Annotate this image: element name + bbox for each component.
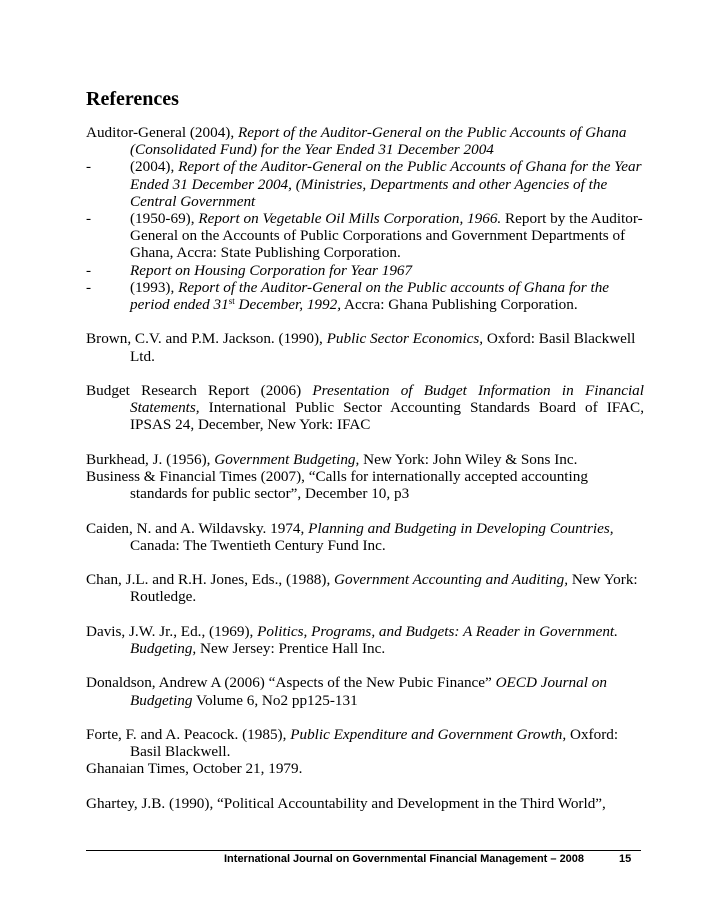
ref-title: Report on Housing Corporation for Year 1967 [130, 261, 413, 279]
ref-title-cont: December, 1992, [234, 296, 342, 314]
ref-business-financial-times: Business & Financial Times (2007), “Calls for internationally accepted accounting standards for public sector”, December 10, p3 [86, 468, 588, 503]
ref-title: Politics, Programs, and Budgets: A Reader in Government. Budgeting, [130, 622, 618, 657]
ref-lead: Budget Research Report (2006) [86, 382, 313, 400]
ref-lead: Brown, C.V. and P.M. Jackson. (1990), [86, 330, 327, 348]
ref-title: Government Accounting and Auditing, [334, 571, 569, 589]
ref-tail: New York: John Wiley & Sons Inc. [359, 450, 578, 468]
ref-title: Government Budgeting, [214, 450, 360, 468]
ref-title: OECD Journal on Budgeting [130, 674, 607, 709]
ref-tail: New York: Routledge. [130, 571, 638, 606]
ref-brown [86, 330, 644, 364]
ref-auditor-sub-2004 [86, 158, 644, 210]
ref-dash: - [86, 158, 92, 176]
ref-lead: (2004), [130, 158, 179, 176]
ref-ghanaian-times: Ghanaian Times, October 21, 1979. [86, 760, 303, 778]
ref-lead: Davis, J.W. Jr., Ed., (1969), [86, 622, 258, 640]
ref-tail: Oxford: Basil Blackwell Ltd. [130, 330, 636, 365]
ref-caiden [86, 520, 644, 554]
ref-budget-research [86, 382, 644, 434]
ref-auditor-sub-1967 [86, 262, 644, 279]
ref-dash: - [86, 261, 92, 279]
ref-burkhead [86, 451, 644, 468]
ref-title: Report of the Auditor-General on the Public Accounts of Ghana (Consolidated Fund) for the Year Ended 31 December 2004 [130, 124, 627, 159]
ref-lead: Auditor-General (2004), [86, 124, 238, 141]
ref-dash: - [86, 210, 92, 228]
ref-tail: Accra: Ghana Publishing Corporation. [341, 296, 578, 314]
ref-title: Report of the Auditor-General on the Public accounts of Ghana for the period ended 31 [130, 278, 610, 314]
ref-dash: - [86, 278, 92, 296]
ref-auditor-sub-1993 [86, 279, 644, 313]
ref-tail: New Jersey: Prentice Hall Inc. [196, 640, 386, 657]
ref-superscript: st [228, 296, 235, 307]
ref-tail: Oxford: Basil Blackwell. [130, 725, 619, 761]
ref-title: Report on Vegetable Oil Mills Corporation, 1966. [198, 210, 502, 228]
ref-title: Public Expenditure and Government Growth, [290, 725, 567, 743]
ref-donaldson [86, 674, 644, 708]
ref-lead: Forte, F. and A. Peacock. (1985), [86, 725, 291, 743]
ref-lead: Burkhead, J. (1956), [86, 450, 215, 468]
reference-list [86, 124, 644, 812]
ref-lead: (1993), [130, 278, 179, 296]
page-number: 15 [619, 853, 632, 865]
ref-davis [86, 623, 644, 657]
ref-auditor-general [86, 124, 644, 158]
ref-title: Report of the Auditor-General on the Public Accounts of Ghana for the Year Ended 31 December 2004, (Ministries, Departments and other Agencies of the Central Government [130, 158, 642, 210]
ref-tail: Report by the Auditor-General on the Accounts of Public Corporations and Government Departments of Ghana, Accra: State Publishing Corporation. [130, 210, 643, 262]
ref-lead: Donaldson, Andrew A (2006) “Aspects of the New Pubic Finance” [86, 674, 496, 692]
ref-lead: Caiden, N. and A. Wildavsky. 1974, [86, 519, 309, 537]
footer-journal-title: International Journal on Governmental Financial Management – 2008 [224, 853, 585, 865]
ref-tail: International Public Sector Accounting Standards Board of IFAC, IPSAS 24, December, New York: IFAC [130, 399, 644, 434]
footer-divider [86, 850, 641, 851]
ref-tail: Volume 6, No2 pp125-131 [192, 691, 358, 709]
ref-chan [86, 571, 644, 605]
ref-auditor-sub-1950 [86, 210, 644, 262]
ref-ghartey: Ghartey, J.B. (1990), “Political Accountability and Development in the Third World”, [86, 794, 606, 812]
ref-title: Public Sector Economics, [326, 330, 484, 348]
references-heading: References [86, 88, 179, 110]
ref-title: Planning and Budgeting in Developing Countries, [308, 519, 614, 537]
ref-lead: (1950-69), [130, 210, 199, 228]
ref-lead: Chan, J.L. and R.H. Jones, Eds., (1988), [86, 571, 335, 589]
ref-tail: Canada: The Twentieth Century Fund Inc. [130, 536, 386, 554]
ref-forte [86, 726, 644, 760]
ref-title: Presentation of Budget Information in Financial Statements, [130, 382, 644, 417]
